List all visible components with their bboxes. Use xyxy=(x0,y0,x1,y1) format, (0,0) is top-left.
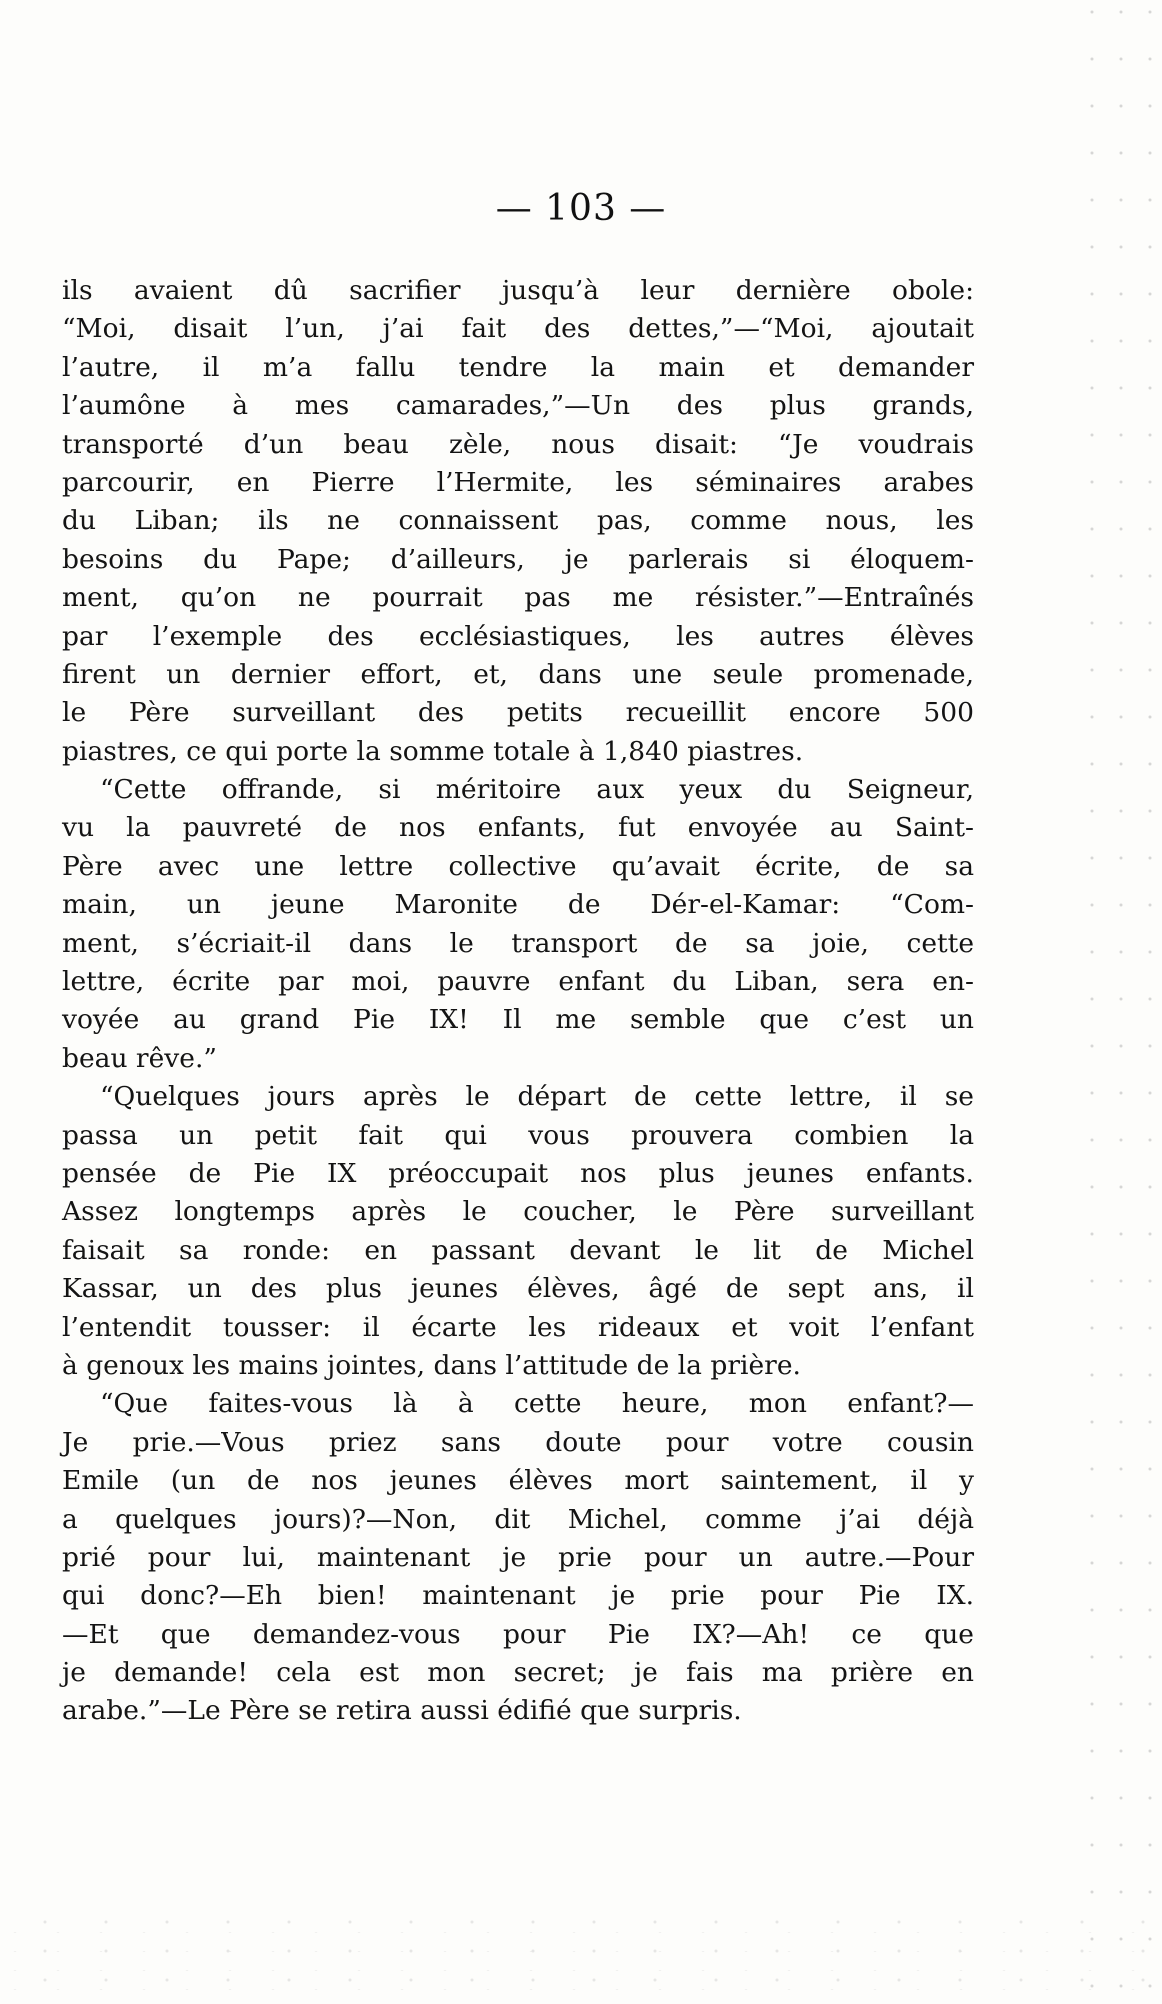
text-line: le Père surveillant des petits recueillit encore 500 xyxy=(62,697,974,729)
text-line: “Cette offrande, si méritoire aux yeux du Seigneur, xyxy=(100,774,974,806)
text-line: a quelques jours)?—Non, dit Michel, comme j’ai déjà xyxy=(62,1503,974,1535)
text-line: “Que faites-vous là à cette heure, mon enfant?— xyxy=(100,1388,974,1420)
text-line: arabe.”—Le Père se retira aussi édifié que surpris. xyxy=(62,1695,742,1727)
text-line: Assez longtemps après le coucher, le Père surveillant xyxy=(62,1196,974,1228)
text-line: beau rêve.” xyxy=(62,1042,217,1074)
text-line: je demande! cela est mon secret; je fais ma prière en xyxy=(62,1657,974,1689)
text-line: “Quelques jours après le départ de cette lettre, il se xyxy=(100,1081,974,1113)
text-line: Emile (un de nos jeunes élèves mort saintement, il y xyxy=(62,1465,974,1497)
text-line: firent un dernier effort, et, dans une seule promenade, xyxy=(62,658,974,690)
text-line: du Liban; ils ne connaissent pas, comme nous, les xyxy=(62,505,974,537)
text-line: piastres, ce qui porte la somme totale à 1,840 piastres. xyxy=(62,735,804,767)
text-line: pensée de Pie IX préoccupait nos plus jeunes enfants. xyxy=(62,1157,974,1189)
scan-noise-bottom xyxy=(0,1914,1162,2004)
text-line: faisait sa ronde: en passant devant le lit de Michel xyxy=(62,1234,974,1266)
text-line: Je prie.—Vous priez sans doute pour votre cousin xyxy=(62,1426,974,1458)
text-line: lettre, écrite par moi, pauvre enfant du Liban, sera en- xyxy=(62,966,974,998)
scan-noise-top xyxy=(0,0,1162,120)
text-line: par l’exemple des ecclésiastiques, les autres élèves xyxy=(62,620,974,652)
text-line: passa un petit fait qui vous prouvera combien la xyxy=(62,1119,974,1151)
text-line: ils avaient dû sacrifier jusqu’à leur dernière obole: xyxy=(62,275,974,306)
text-line: l’entendit tousser: il écarte les rideaux et voit l’enfant xyxy=(62,1311,974,1343)
text-line: transporté d’un beau zèle, nous disait: “Je voudrais xyxy=(62,428,974,460)
text-line: ment, qu’on ne pourrait pas me résister.”—Entraînés xyxy=(62,582,974,614)
body-text xyxy=(62,272,974,1731)
text-line: l’autre, il m’a fallu tendre la main et demander xyxy=(62,351,974,383)
text-line: parcourir, en Pierre l’Hermite, les séminaires arabes xyxy=(62,466,974,498)
text-line: voyée au grand Pie IX! Il me semble que c’est un xyxy=(62,1004,974,1036)
text-line: —Et que demandez-vous pour Pie IX?—Ah! ce que xyxy=(62,1618,974,1650)
text-line: vu la pauvreté de nos enfants, fut envoyée au Saint- xyxy=(62,812,974,844)
page-number: — 103 — xyxy=(495,188,667,229)
text-line: Père avec une lettre collective qu’avait écrite, de sa xyxy=(62,850,974,882)
text-line: à genoux les mains jointes, dans l’attitude de la prière. xyxy=(62,1349,801,1381)
text-line: besoins du Pape; d’ailleurs, je parlerais si éloquem- xyxy=(62,543,974,575)
text-line: main, un jeune Maronite de Dér-el-Kamar: “Com- xyxy=(62,889,974,921)
scan-noise-right xyxy=(1082,0,1162,2004)
text-line: “Moi, disait l’un, j’ai fait des dettes,”—“Moi, ajoutait xyxy=(62,313,974,345)
text-line: Kassar, un des plus jeunes élèves, âgé de sept ans, il xyxy=(62,1273,974,1305)
text-line: l’aumône à mes camarades,”—Un des plus grands, xyxy=(62,390,974,422)
text-line: prié pour lui, maintenant je prie pour un autre.—Pour xyxy=(62,1541,974,1573)
text-line: ment, s’écriait-il dans le transport de sa joie, cette xyxy=(62,927,974,959)
text-line: qui donc?—Eh bien! maintenant je prie pour Pie IX. xyxy=(62,1580,974,1612)
